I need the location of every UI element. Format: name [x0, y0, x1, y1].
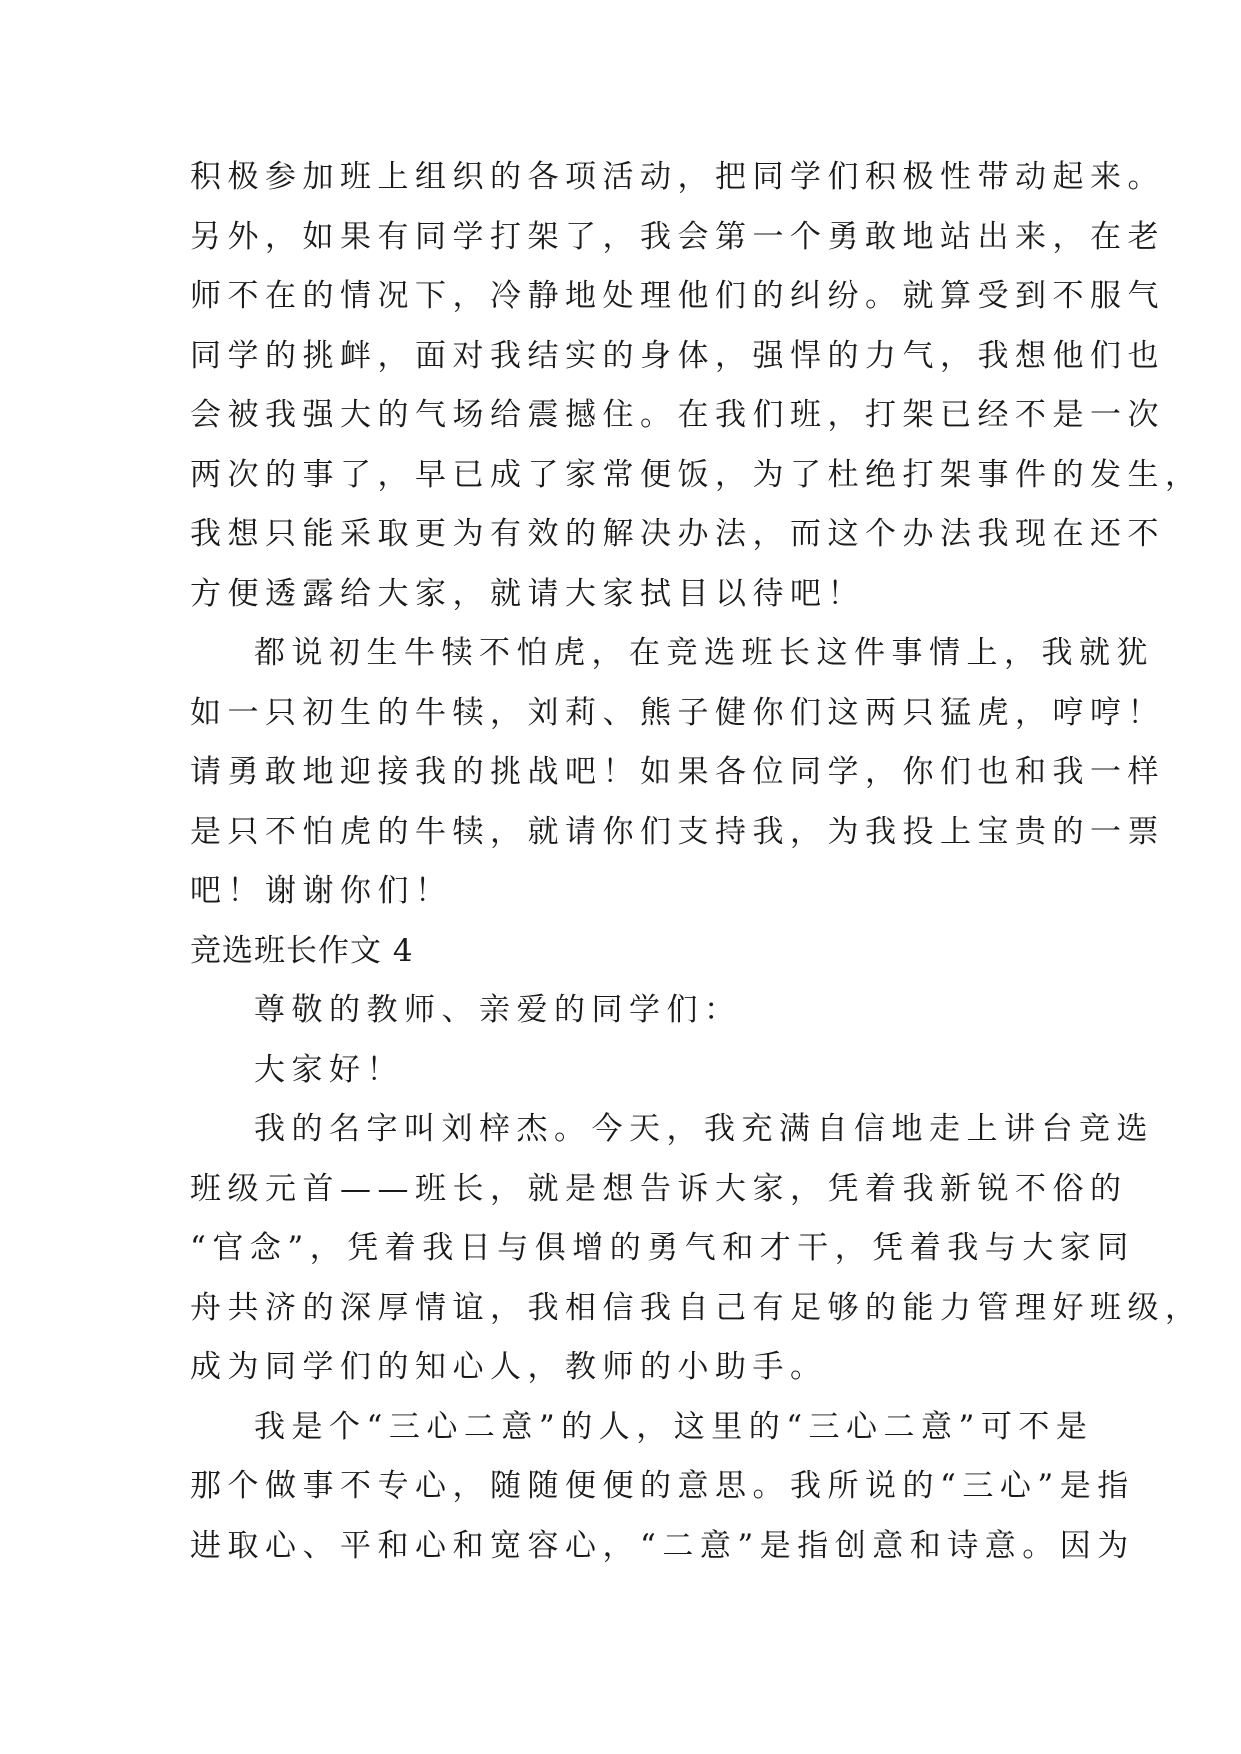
text-line: 同学的挑衅，面对我结实的身体，强悍的力气，我想他们也: [190, 337, 1165, 374]
paragraph-first-line: 我的名字叫刘梓杰。今天，我充满自信地走上讲台竞选: [254, 1111, 1154, 1147]
text-line: 我想只能采取更为有效的解决办法，而这个办法我现在还不: [190, 516, 1165, 552]
text-line: 是只不怕虎的牛犊，就请你们支持我，为我投上宝贵的一票: [190, 813, 1165, 850]
text-line: 吧！谢谢你们！: [190, 873, 453, 909]
document-body: [190, 148, 1203, 1576]
salutation: 尊敬的教师、亲爱的同学们：: [254, 992, 742, 1028]
text-line: 成为同学们的知心人，教师的小助手。: [190, 1349, 828, 1385]
text-line: 师不在的情况下，冷静地处理他们的纠纷。就算受到不服气: [190, 278, 1165, 314]
text-line: 积极参加班上组织的各项活动，把同学们积极性带动起来。: [190, 159, 1165, 195]
text-line: 班级元首——班长，就是想告诉大家，凭着我新锐不俗的: [190, 1170, 1128, 1207]
text-line: 另外，如果有同学打架了，我会第一个勇敢地站出来，在老: [190, 218, 1165, 255]
paragraph-first-line: 都说初生牛犊不怕虎，在竞选班长这件事情上，我就犹: [254, 635, 1154, 671]
text-line: “官念”，凭着我日与俱增的勇气和才干，凭着我与大家同: [190, 1230, 1135, 1266]
text-line: 请勇敢地迎接我的挑战吧！如果各位同学，你们也和我一样: [190, 754, 1165, 790]
text-line: 会被我强大的气场给震撼住。在我们班，打架已经不是一次: [190, 397, 1165, 433]
text-line: 舟共济的深厚情谊，我相信我自己有足够的能力管理好班级，: [190, 1289, 1203, 1326]
text-line: 进取心、平和心和宽容心，“二意”是指创意和诗意。因为: [190, 1527, 1135, 1564]
text-line: 那个做事不专心，随随便便的意思。我所说的“三心”是指: [190, 1468, 1135, 1504]
greeting: 大家好！: [254, 1051, 404, 1088]
text-line: 方便透露给大家，就请大家拭目以待吧！: [190, 575, 865, 612]
paragraph-first-line: 我是个“三心二意”的人，这里的“三心二意”可不是: [254, 1408, 1094, 1445]
section-heading: 竞选班长作文 4: [190, 932, 414, 969]
text-line: 两次的事了，早已成了家常便饭，为了杜绝打架事件的发生，: [190, 456, 1203, 493]
text-line: 如一只初生的牛犊，刘莉、熊子健你们这两只猛虎，哼哼！: [190, 694, 1165, 731]
